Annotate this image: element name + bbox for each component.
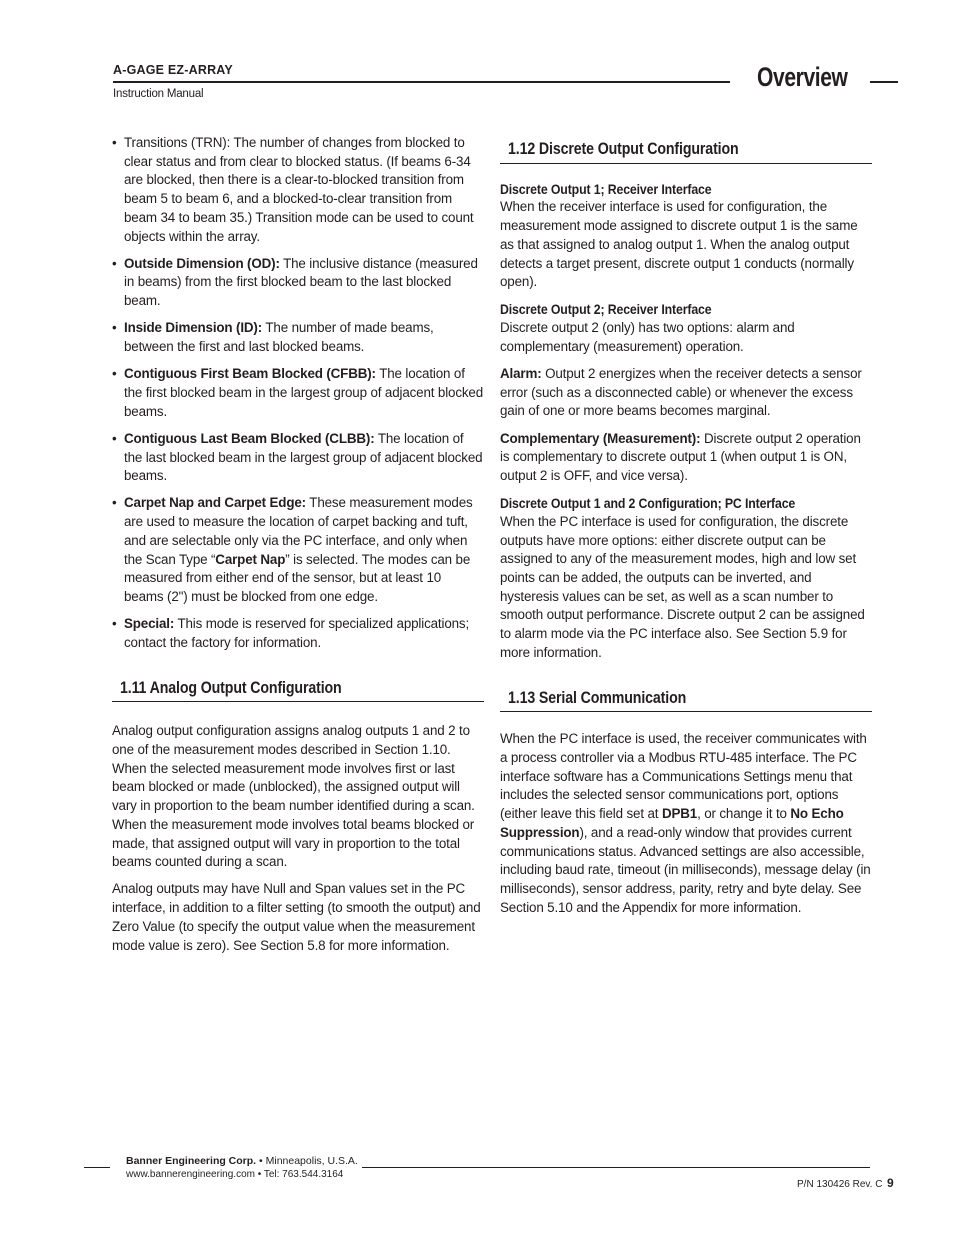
- subheading: Discrete Output 1; Receiver Interface: [500, 180, 712, 197]
- paragraph: Analog outputs may have Null and Span values set in the PC interface, in addition to a filter setting (to smooth the output) and Zero Value (to specify the output value when the measurement mode value is zero). See Section 5.8 for more information.: [112, 881, 481, 953]
- page-section-title: Overview: [757, 62, 848, 92]
- paragraph: Discrete output 2 (only) has two options: alarm and complementary (measurement) operation.: [500, 320, 795, 354]
- paragraph: When the receiver interface is used for configuration, the measurement mode assigned to discrete output 1 is the same as that assigned to analog output 1. When the analog output detects a target present, discrete output 1 conducts (normally open).: [500, 199, 858, 290]
- right-column: [500, 140, 872, 926]
- list-item: • Special: This mode is reserved for specialized applications; contact the factory for information.: [112, 616, 470, 650]
- footer-rule-left: [84, 1167, 110, 1168]
- section-heading-1-12: 1.12 Discrete Output Configuration: [500, 140, 872, 164]
- part-number: P/N 130426 Rev. C: [797, 1179, 883, 1190]
- page-number: 9: [887, 1176, 894, 1190]
- section-heading-1-11: 1.11 Analog Output Configuration: [112, 679, 484, 703]
- measurement-mode-list: [112, 134, 484, 653]
- list-item: • Contiguous First Beam Blocked (CFBB): The location of the first blocked beam in the largest group of adjacent blocked beams.: [112, 366, 484, 419]
- footer-contact: www.bannerengineering.com • Tel: 763.544.3164: [126, 1169, 344, 1180]
- left-column: [112, 134, 484, 964]
- footer-company: Banner Engineering Corp. • Minneapolis, U.S.A.: [126, 1155, 358, 1167]
- list-item: • Transitions (TRN): The number of changes from blocked to clear status and from clear to blocked status. (If beams 6-34 are blocked, then there is a clear-to-blocked transition from beam 5 to beam 6, and a blocked-to-clear transition from beam 34 to beam 35.) Transition mode can be used to count objects within the array.: [112, 135, 474, 244]
- paragraph: Complementary (Measurement): Discrete output 2 operation is complementary to discrete output 1 (when output 1 is ON, output 2 is OFF, and vice versa).: [500, 430, 861, 484]
- subheading: Discrete Output 1 and 2 Configuration; PC Interface: [500, 495, 796, 512]
- footer-rule-right: [362, 1167, 870, 1168]
- list-item: • Inside Dimension (ID): The number of made beams, between the first and last blocked beams.: [112, 320, 434, 355]
- paragraph: When the PC interface is used for configuration, the discrete outputs have more options: either discrete output can be assigned to any of the measurement modes, high and low set points can be added, the outputs can be inverted, and hysteresis values can be set, as well as a scan number to smooth output performance. Discrete output 2 can be assigned to alarm mode via the PC interface also. See Section 5.9 for more information.: [500, 513, 865, 660]
- header-rule-right: [870, 81, 898, 83]
- header-rule: [113, 81, 730, 83]
- section-heading-1-13: 1.13 Serial Communication: [500, 689, 872, 713]
- product-name: A-GAGE EZ-ARRAY: [113, 63, 233, 77]
- manual-label: Instruction Manual: [113, 88, 204, 100]
- paragraph: Analog output configuration assigns analog outputs 1 and 2 to one of the measurement modes described in Section 1.10. When the selected measurement mode involves first or last beam blocked or made (unblocked), the assigned output will vary in proportion to the beam number identified during a scan. When the measurement mode involves total beams blocked or made, that assigned output will vary in proportion to the total beams counted during a scan.: [112, 723, 475, 870]
- list-item: • Contiguous Last Beam Blocked (CLBB): The location of the last blocked beam in the largest group of adjacent blocked beams.: [112, 430, 483, 484]
- paragraph: Alarm: Output 2 energizes when the receiver detects a sensor error (such as a disconnected cable) or whenever the excess gain of one or more beams becomes marginal.: [500, 366, 862, 419]
- list-item: • Outside Dimension (OD): The inclusive distance (measured in beams) from the first blocked beam to the last blocked beam.: [112, 255, 478, 309]
- list-item: • Carpet Nap and Carpet Edge: These measurement modes are used to measure the location of carpet backing and tuft, and are selectable only via the PC interface, and only when the Scan Type “Carpet Nap” is selected. The modes can be measured from either end of the sensor, but at least 10 beams (2") must be blocked from one edge.: [112, 495, 473, 604]
- paragraph: When the PC interface is used, the receiver communicates with a process controller via a Modbus RTU-485 interface. The PC interface software has a Communications Settings menu that includes the selected sensor communications port, options (either leave this field set at DPB1, or change it to No Echo Suppression), and a read-only window that provides current communications status. Advanced settings are also accessible, including baud rate, timeout (in milliseconds), message delay (in milliseconds), sensor address, parity, retry and byte delay. See Section 5.10 and the Appendix for more information.: [500, 731, 871, 915]
- subheading: Discrete Output 2; Receiver Interface: [500, 301, 712, 318]
